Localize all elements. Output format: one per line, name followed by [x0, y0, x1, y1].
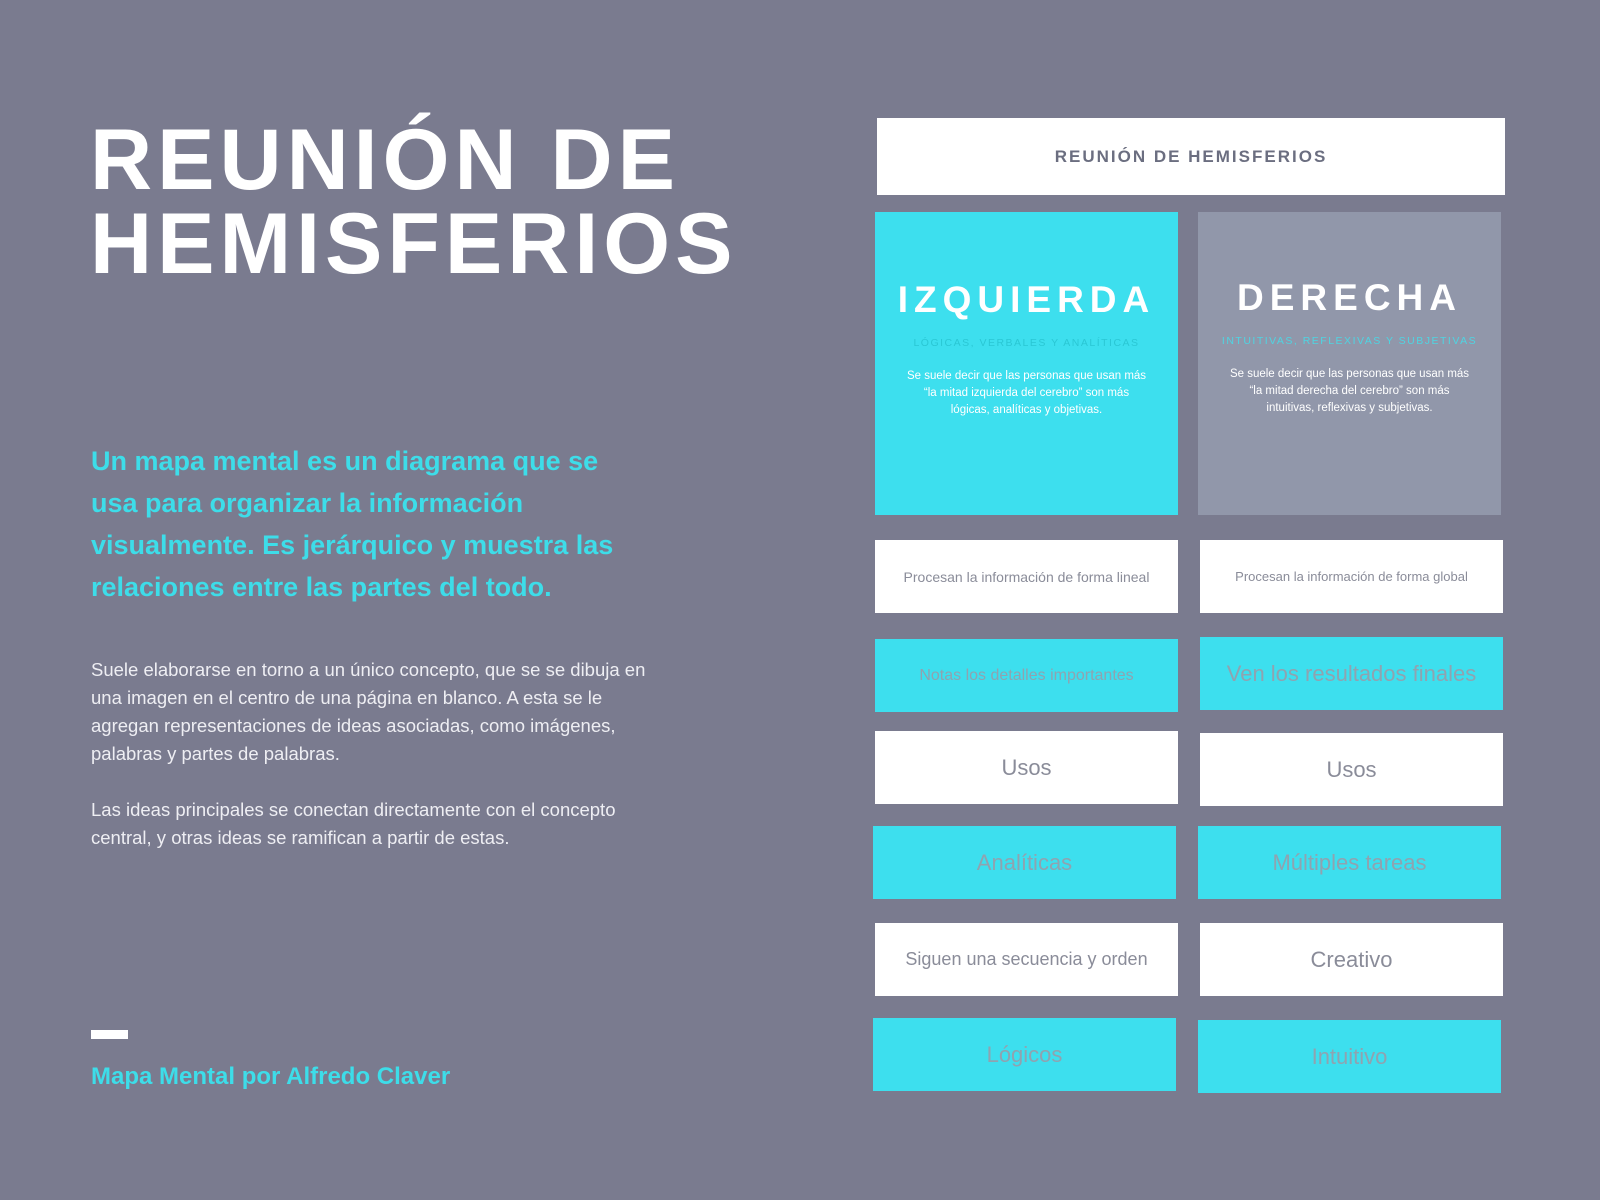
left-hemisphere-card [875, 212, 1178, 515]
left-item [873, 826, 1176, 899]
left-item-label: Analíticas [976, 849, 1073, 875]
right-hemisphere-card [1198, 212, 1501, 515]
left-item [875, 731, 1178, 804]
intro-text: Un mapa mental es un diagrama que se usa para organizar la información visualmente. Es jerárquico y muestra las relaciones entre las partes del todo. [91, 446, 614, 602]
right-item [1198, 1020, 1501, 1093]
left-item [875, 923, 1178, 996]
right-item-label: Intuitivo [1311, 1043, 1388, 1069]
diagram-header [877, 118, 1505, 195]
left-item [875, 639, 1178, 712]
right-item-label: Usos [1326, 756, 1377, 782]
body-paragraph-1: Suele elaborarse en torno a un único concepto, que se se dibuja en una imagen en el centro de una página en blanco. A esta se le agregan representaciones de ideas asociadas, como imágenes, palabras y partes de palabras. [91, 659, 646, 764]
right-item-label: Ven los resultados finales [1226, 660, 1477, 686]
right-item-label: Múltiples tareas [1272, 849, 1427, 875]
page-title: REUNIÓN DE HEMISFERIOS [90, 112, 738, 292]
right-item-label: Creativo [1310, 946, 1393, 972]
left-hemisphere-subtitle: LÓGICAS, VERBALES Y ANALÍTICAS [913, 337, 1140, 349]
right-hemisphere-title: DERECHA [1237, 277, 1462, 318]
right-item [1198, 826, 1501, 899]
right-hemisphere-subtitle: INTUITIVAS, REFLEXIVAS Y SUBJETIVAS [1221, 335, 1478, 347]
right-item [1200, 637, 1503, 710]
author-credit: Mapa Mental por Alfredo Claver [91, 1063, 451, 1090]
left-item-label: Notas los detalles importantes [919, 666, 1134, 684]
right-hemisphere-description: Se suele decir que las personas que usan más “la mitad derecha del cerebro” son más intuitivas, reflexivas y subjetivas. [1229, 368, 1470, 414]
left-item [873, 1018, 1176, 1091]
left-hemisphere-description: Se suele decir que las personas que usan más “la mitad izquierda del cerebro” son más lógicas, analíticas y objetivas. [906, 370, 1147, 416]
diagram-header-label: REUNIÓN DE HEMISFERIOS [1054, 146, 1328, 166]
right-item-label: Procesan la información de forma global [1235, 569, 1468, 584]
right-item [1200, 733, 1503, 806]
left-item-label: Usos [1001, 754, 1052, 780]
left-item [875, 540, 1178, 613]
left-item-label: Lógicos [986, 1041, 1063, 1067]
right-item [1200, 540, 1503, 613]
accent-bar [91, 1030, 128, 1039]
left-item-label: Procesan la información de forma lineal [903, 568, 1150, 585]
left-item-label: Siguen una secuencia y orden [905, 949, 1148, 969]
right-item [1200, 923, 1503, 996]
body-paragraph-2: Las ideas principales se conectan directamente con el concepto central, y otras ideas se ramifican a partir de estas. [91, 799, 616, 848]
left-hemisphere-title: IZQUIERDA [897, 279, 1156, 320]
